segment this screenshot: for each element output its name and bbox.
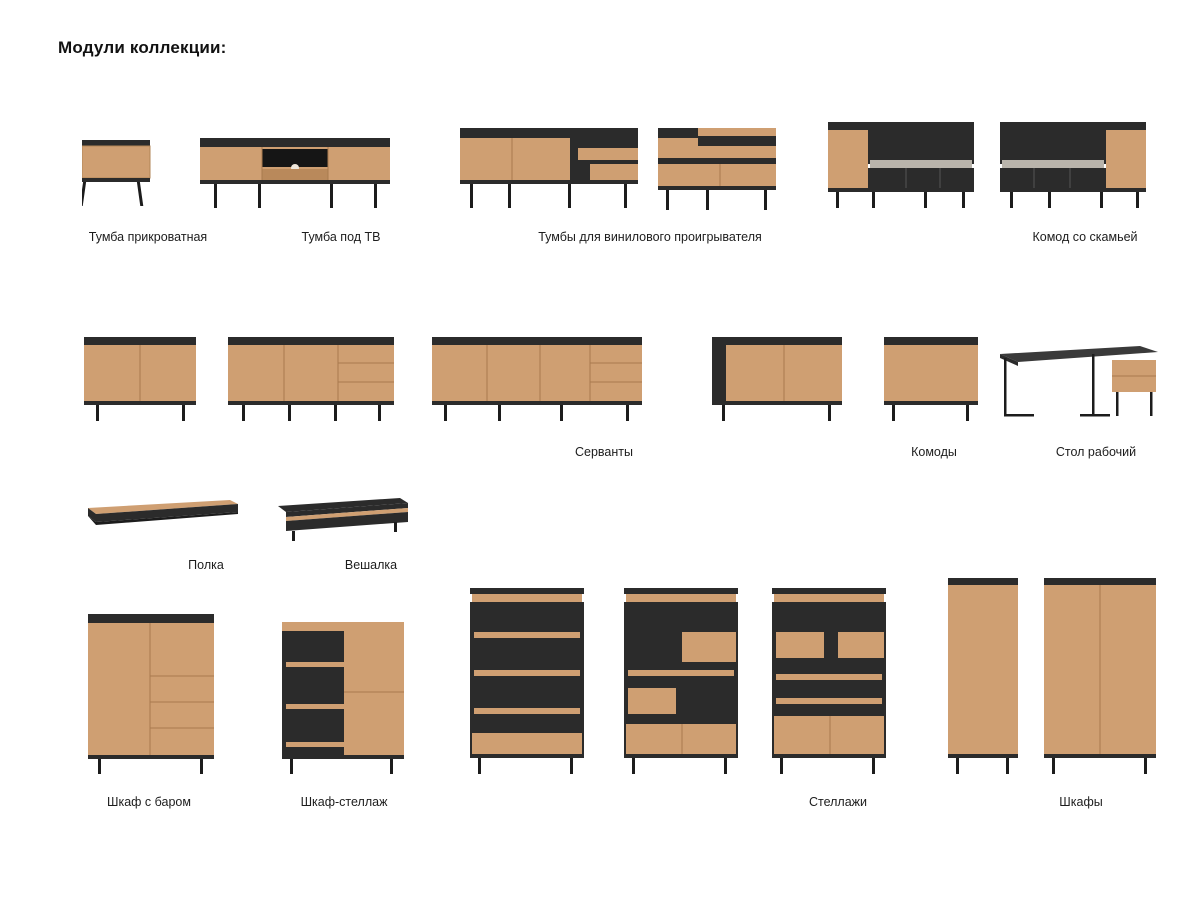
figure-shkaf-stellazh	[282, 622, 406, 774]
figure-komod-narrow	[884, 337, 980, 421]
caption-shkaf-s-barom: Шкаф с баром	[107, 795, 191, 809]
figure-tumba-vinyl-a	[460, 128, 640, 210]
caption-shkafy: Шкафы	[1059, 795, 1103, 809]
figure-stellazh-1	[470, 588, 586, 774]
figure-tumba-prikrovatnaya	[82, 140, 214, 210]
figure-stol-rabochiy	[1000, 340, 1160, 430]
page-title: Модули коллекции:	[58, 38, 227, 57]
figure-komod-so-skamey-b	[1000, 122, 1148, 208]
figure-komod-wide	[712, 337, 844, 421]
figure-servant-4	[432, 337, 644, 421]
figure-tumba-vinyl-b	[658, 128, 778, 210]
figure-veshalka	[278, 498, 410, 542]
figure-komod-so-skamey-a	[828, 122, 976, 208]
caption-tumba-prikrovatnaya: Тумба прикроватная	[88, 230, 208, 244]
figure-tumba-pod-tv	[200, 138, 400, 210]
caption-komody: Комоды	[911, 445, 957, 459]
figure-servant-2	[84, 337, 198, 421]
figure-polka	[88, 500, 240, 532]
caption-veshalka: Вешалка	[344, 558, 398, 572]
caption-stellazhi: Стеллажи	[808, 795, 868, 809]
caption-komod-so-skamey: Комод со скамьей	[1032, 230, 1138, 244]
figure-servant-3	[228, 337, 396, 421]
caption-tumby-vinyl: Тумбы для винилового проигрывателя	[538, 230, 762, 244]
figure-stellazh-2	[624, 588, 740, 774]
figure-shkaf-s-barom	[88, 614, 216, 774]
caption-tumba-pod-tv: Тумба под ТВ	[301, 230, 381, 244]
figure-shkaf-wide	[1044, 578, 1158, 774]
caption-servanty: Серванты	[575, 445, 633, 459]
figure-shkaf-narrow	[948, 578, 1020, 774]
caption-shkaf-stellazh: Шкаф-стеллаж	[300, 795, 388, 809]
caption-polka: Полка	[188, 558, 224, 572]
caption-stol-rabochiy: Стол рабочий	[1055, 445, 1137, 459]
figure-stellazh-3	[772, 588, 888, 774]
